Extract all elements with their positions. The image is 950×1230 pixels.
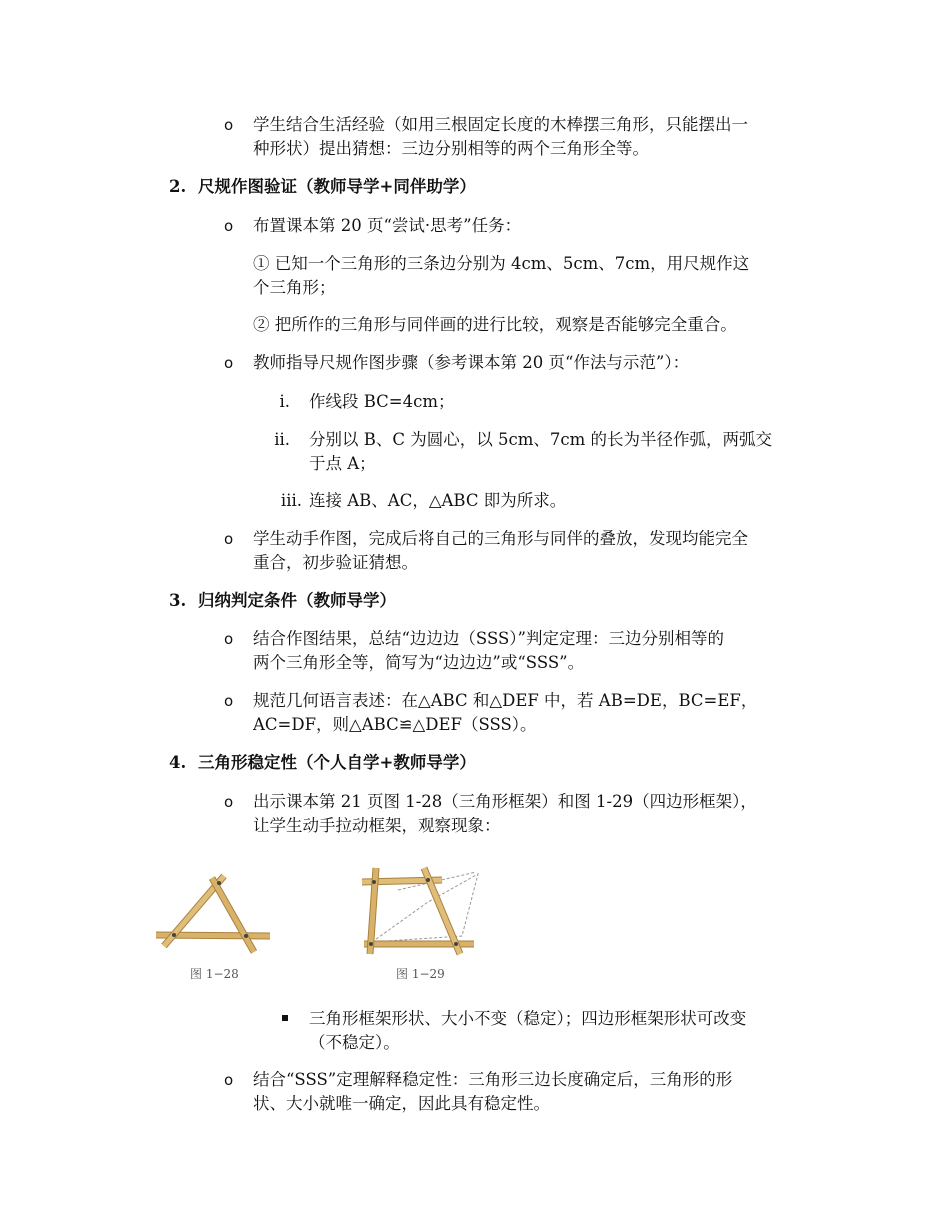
s2-task1-line2: 个三角形； <box>253 278 336 297</box>
s2-step2-line2: 于点 A； <box>309 454 376 473</box>
section3-number: 3. <box>169 591 187 610</box>
s2-bullet3-line2: 重合，初步验证猜想。 <box>253 553 418 572</box>
s4-sub-bullet-line2: （不稳定）。 <box>309 1033 400 1052</box>
figure-1-29-caption: 图 1−29 <box>396 967 445 981</box>
section2-title: 尺规作图验证（教师导学+同伴助学） <box>198 177 476 196</box>
bullet-marker: o <box>224 354 234 372</box>
s3-bullet1-line1: 结合作图结果，总结“边边边（SSS）”判定定理：三边分别相等的 <box>253 629 724 648</box>
quadrilateral-frame-figure <box>358 862 483 962</box>
intro-bullet-line1: 学生结合生活经验（如用三根固定长度的木棒摆三角形，只能摆出一 <box>253 115 748 134</box>
bullet-marker: o <box>224 1071 234 1089</box>
section3-title: 归纳判定条件（教师导学） <box>198 591 396 610</box>
bullet-marker: o <box>224 530 234 548</box>
s4-bullet1-line2: 让学生动手拉动框架，观察现象： <box>253 816 501 835</box>
s2-step3: 连接 AB、AC，△ABC 即为所求。 <box>309 491 567 510</box>
figure-1-28-caption: 图 1−28 <box>190 967 239 981</box>
s3-bullet2-line1: 规范几何语言表述：在△ABC 和△DEF 中，若 AB=DE，BC=EF， <box>253 691 758 710</box>
s3-bullet1-line2: 两个三角形全等，简写为“边边边”或“SSS”。 <box>253 653 585 672</box>
step-marker: ii. <box>274 430 290 449</box>
bullet-marker: o <box>224 630 234 648</box>
s3-bullet2-line2: AC=DF，则△ABC≌△DEF（SSS）。 <box>253 715 537 734</box>
s2-task1-line1: ① 已知一个三角形的三条边分别为 4cm、5cm、7cm，用尺规作这 <box>253 254 750 273</box>
bullet-marker: o <box>224 692 234 710</box>
intro-bullet-line2: 种形状）提出猜想：三边分别相等的两个三角形全等。 <box>253 139 649 158</box>
section2-number: 2. <box>169 177 187 196</box>
bullet-marker: o <box>224 116 234 134</box>
bullet-marker: o <box>224 217 234 235</box>
s2-bullet3-line1: 学生动手作图，完成后将自己的三角形与同伴的叠放，发现均能完全 <box>253 529 748 548</box>
s2-bullet2: 教师指导尺规作图步骤（参考课本第 20 页“作法与示范”）： <box>253 353 690 372</box>
s2-task2: ② 把所作的三角形与同伴画的进行比较，观察是否能够完全重合。 <box>253 315 737 334</box>
s4-bullet1-line1: 出示课本第 21 页图 1-28（三角形框架）和图 1-29（四边形框架）， <box>253 792 757 811</box>
bullet-marker: o <box>224 793 234 811</box>
s2-bullet1: 布置课本第 20 页“尝试·思考”任务： <box>253 216 522 235</box>
s4-bullet2-line1: 结合“SSS”定理解释稳定性：三角形三边长度确定后，三角形的形 <box>253 1070 733 1089</box>
s4-bullet2-line2: 状、大小就唯一确定，因此具有稳定性。 <box>253 1094 550 1113</box>
square-bullet-marker <box>282 1015 288 1021</box>
s2-step2-line1: 分别以 B、C 为圆心，以 5cm、7cm 的长为半径作弧，两弧交 <box>309 430 772 449</box>
section4-number: 4. <box>169 753 187 772</box>
triangle-frame-figure <box>150 862 280 962</box>
step-marker: i. <box>279 392 290 411</box>
s4-sub-bullet-line1: 三角形框架形状、大小不变（稳定）；四边形框架形状可改变 <box>309 1009 747 1028</box>
step-marker: iii. <box>280 491 302 510</box>
s2-step1: 作线段 BC=4cm； <box>309 392 455 411</box>
section4-title: 三角形稳定性（个人自学+教师导学） <box>198 753 476 772</box>
